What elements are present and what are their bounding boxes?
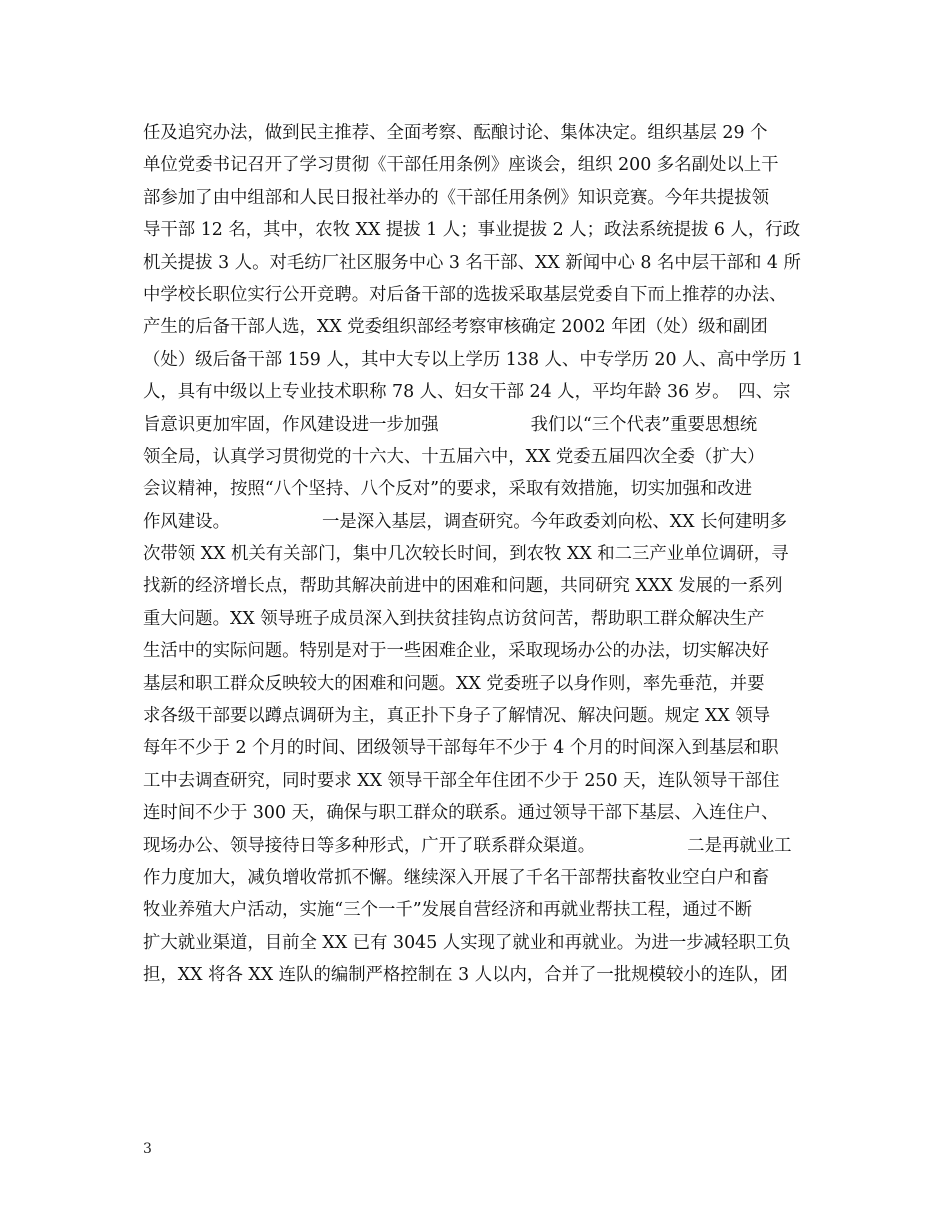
text-line [143,441,823,473]
text-segment: 重大问题。XX 领导班子成员深入到扶贫挂钩点访贫问苦，帮助职工群众解决生产 [143,608,765,629]
text-segment: 找新的经济增长点，帮助其解决前进中的困难和问题，共同研究 XXX 发展的一系列 [143,576,783,597]
text-line [143,182,823,214]
text-line [143,797,823,829]
text-line [143,732,823,764]
text-segment: 人，具有中级以上专业技术职称 78 人、妇女干部 24 人，平均年龄 36 岁。 四、宗 [143,382,791,403]
text-line [143,538,823,570]
text-line [143,635,823,667]
text-segment: （处）级后备干部 159 人，其中大专以上学历 138 人、中专学历 20 人、高中学历 1 [143,349,803,370]
text-line [143,570,823,602]
text-segment: 担，XX 将各 XX 连队的编制严格控制在 3 人以内，合并了一批规模较小的连队，团 [143,965,788,986]
text-segment: 生活中的实际问题。特别是对于一些困难企业，采取现场办公的办法，切实解决好 [143,641,770,662]
text-segment: 导干部 12 名，其中，农牧 XX 提拔 1 人；事业提拔 2 人；政法系统提拔 6 人，行政 [143,220,801,241]
text-line [143,894,823,926]
text-segment: 部参加了由中组部和人民日报社举办的《干部任用条例》知识竞赛。今年共提拔领 [143,187,770,208]
text-segment: 中学校长职位实行公开竞聘。对后备干部的选拔采取基层党委自下而上推荐的办法、 [143,284,787,305]
text-segment: 扩大就业渠道，目前全 XX 已有 3045 人实现了就业和再就业。为进一步减轻职工负 [143,932,791,953]
text-line [143,409,823,441]
text-line [143,214,823,246]
text-segment: 现场办公、领导接待日等多种形式，广开了联系群众渠道。 [143,835,596,856]
text-segment: 我们以“三个代表”重要思想统 [530,414,758,435]
text-line [143,376,823,408]
text-line [143,862,823,894]
text-line [143,311,823,343]
text-segment: 一是深入基层，调查研究。今年政委刘向松、XX 长何建明多 [321,511,788,532]
text-line [143,149,823,181]
text-line [143,506,823,538]
page-number: 3 [143,1141,152,1157]
text-segment: 基层和职工群众反映较大的困难和问题。XX 党委班子以身作则，率先垂范，并要 [143,673,765,694]
text-line [143,603,823,635]
text-segment: 旨意识更加牢固，作风建设进一步加强 [143,414,439,435]
text-segment: 任及追究办法，做到民主推荐、全面考察、酝酿讨论、集体决定。组织基层 29 个 [143,123,768,143]
text-segment: 领全局，认真学习贯彻党的十六大、十五届六中，XX 党委五届四次全委（扩大） [143,446,765,467]
text-segment: 机关提拔 3 人。对毛纺厂社区服务中心 3 名干部、XX 新闻中心 8 名中层干部和 4 所 [143,252,801,273]
text-segment: 连时间不少于 300 天，确保与职工群众的联系。通过领导干部下基层、入连住户、 [143,803,779,824]
text-line [143,668,823,700]
text-segment: 二是再就业工 [687,835,792,856]
text-segment: 作力度加大，减负增收常抓不懈。继续深入开展了千名干部帮扶畜牧业空白户和畜 [143,867,770,888]
text-segment: 单位党委书记召开了学习贯彻《干部任用条例》座谈会，组织 200 多名副处以上干 [143,155,779,176]
text-line [143,700,823,732]
text-segment: 作风建设。 [143,511,230,532]
text-line [143,247,823,279]
text-line [143,765,823,797]
text-segment: 工中去调查研究，同时要求 XX 领导干部全年住团不少于 250 天，连队领导干部住 [143,770,780,791]
text-line [143,927,823,959]
text-line [143,117,823,149]
text-segment: 次带领 XX 机关有关部门，集中几次较长时间，到农牧 XX 和二三产业单位调研，寻 [143,544,789,565]
body-text [143,117,823,992]
text-line [143,959,823,991]
text-line [143,473,823,505]
text-line [143,279,823,311]
text-segment: 会议精神，按照“八个坚持、八个反对”的要求，采取有效措施，切实加强和改进 [143,479,753,500]
text-line [143,344,823,376]
text-segment: 牧业养殖大户活动，实施“三个一千”发展自营经济和再就业帮扶工程，通过不断 [143,900,753,921]
text-segment: 产生的后备干部人选，XX 党委组织部经考察审核确定 2002 年团（处）级和副团 [143,317,768,338]
text-segment: 每年不少于 2 个月的时间、团级领导干部每年不少于 4 个月的时间深入到基层和职 [143,738,779,759]
text-segment: 求各级干部要以蹲点调研为主，真正扑下身子了解情况、解决问题。规定 XX 领导 [143,706,771,727]
text-line [143,830,823,862]
